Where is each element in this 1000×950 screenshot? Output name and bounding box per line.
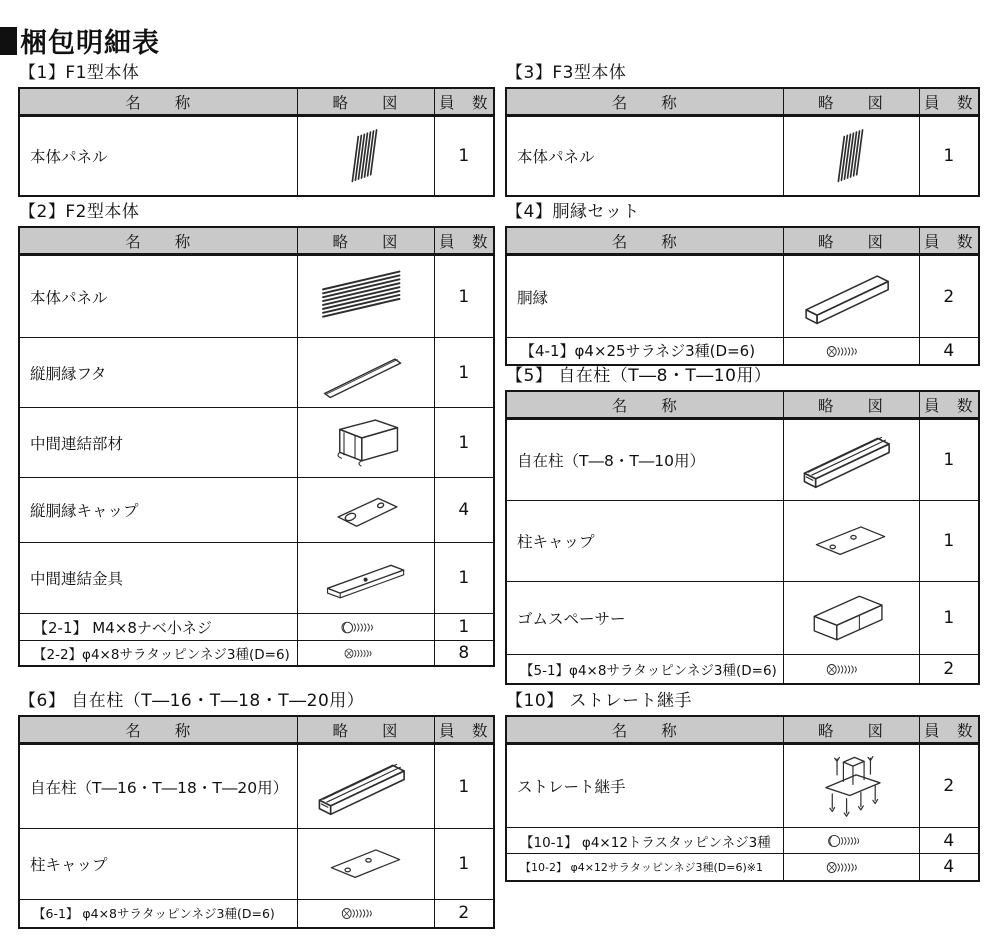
slat-panel-icon <box>338 123 392 189</box>
item-qty: 1 <box>434 744 494 829</box>
channel-bar-icon <box>310 755 421 819</box>
table-row <box>19 338 494 408</box>
item-qty: 1 <box>919 116 979 196</box>
item-name: 自在柱（T―8・T―10用） <box>506 419 783 501</box>
col-header-name: 名 称 <box>506 716 783 744</box>
flat-bracket-icon <box>318 555 413 601</box>
item-sketch <box>783 419 919 501</box>
table-title: 【6】 自在柱（T―16・T―18・T―20用） <box>19 691 365 711</box>
item-name: 【10-2】 φ4×12サラタッピンネジ3種(D=6)※1 <box>506 854 783 881</box>
table-row <box>19 614 494 641</box>
header-row <box>19 88 494 116</box>
table-row <box>506 744 979 828</box>
item-name: 本体パネル <box>19 116 297 196</box>
item-sketch <box>297 478 434 543</box>
item-sketch <box>783 744 919 828</box>
table-row <box>19 408 494 478</box>
item-name: 中間連結部材 <box>19 408 297 478</box>
col-header-name: 名 称 <box>506 88 783 116</box>
col-header-sketch: 略 図 <box>297 88 434 116</box>
item-name: 【2-2】φ4×8サラタッピンネジ3種(D=6) <box>19 641 297 666</box>
item-qty: 1 <box>919 501 979 582</box>
col-header-qty: 員 数 <box>919 716 979 744</box>
block-icon <box>803 589 898 647</box>
item-name: 柱キャップ <box>19 829 297 900</box>
item-sketch <box>783 655 919 684</box>
table-row <box>506 501 979 582</box>
col-header-sketch: 略 図 <box>297 227 434 255</box>
screw-flat-icon <box>343 645 389 662</box>
table-row <box>506 655 979 684</box>
col-header-sketch: 略 図 <box>783 716 919 744</box>
page-title <box>0 21 160 60</box>
item-qty: 1 <box>434 829 494 900</box>
table-row <box>19 116 494 196</box>
item-qty: 2 <box>919 655 979 684</box>
item-name: ゴムスペーサー <box>506 582 783 655</box>
screw-truss-icon <box>827 832 876 850</box>
item-sketch <box>783 255 919 338</box>
item-name: 【10-1】 φ4×12トラスタッピンネジ3種 <box>506 828 783 854</box>
header-row <box>506 227 979 255</box>
slat-stack-icon <box>318 269 413 325</box>
item-qty: 2 <box>919 255 979 338</box>
item-qty: 1 <box>919 419 979 501</box>
item-sketch <box>783 116 919 196</box>
screw-pan-icon <box>340 618 391 637</box>
col-header-name: 名 称 <box>19 88 297 116</box>
parts-table <box>18 715 495 929</box>
parts-table <box>505 715 980 882</box>
packing-table-5 <box>505 361 978 685</box>
item-name: 【2-1】 M4×8ナベ小ネジ <box>19 614 297 641</box>
table-row <box>506 854 979 881</box>
table-row <box>19 900 494 928</box>
col-header-qty: 員 数 <box>919 88 979 116</box>
table-title: 【10】 ストレート継手 <box>506 691 693 711</box>
col-header-sketch: 略 図 <box>783 391 919 419</box>
item-sketch <box>297 116 434 196</box>
header-row <box>19 227 494 255</box>
item-sketch <box>297 614 434 641</box>
slat-panel-icon <box>824 123 878 189</box>
item-name: 【6-1】 φ4×8サラタッピンネジ3種(D=6) <box>19 900 297 928</box>
item-name: 本体パネル <box>506 116 783 196</box>
col-header-sketch: 略 図 <box>297 716 434 744</box>
table-title: 【5】 自在柱（T―8・T―10用） <box>506 366 772 386</box>
table-row <box>19 744 494 829</box>
item-qty: 4 <box>434 478 494 543</box>
header-row <box>506 716 979 744</box>
item-qty: 1 <box>434 255 494 338</box>
item-qty: 4 <box>919 338 979 365</box>
item-sketch <box>297 255 434 338</box>
item-name: 【4-1】φ4×25サラネジ3種(D=6) <box>506 338 783 365</box>
screw-flat-icon <box>825 858 876 877</box>
item-qty: 1 <box>919 582 979 655</box>
header-row <box>19 716 494 744</box>
item-sketch <box>297 900 434 928</box>
item-sketch <box>297 338 434 408</box>
item-sketch <box>783 854 919 881</box>
packing-table-1 <box>18 58 494 197</box>
item-sketch <box>297 408 434 478</box>
col-header-name: 名 称 <box>19 716 297 744</box>
table-title: 【3】F3型本体 <box>506 63 627 83</box>
item-name: ストレート継手 <box>506 744 783 828</box>
parts-table <box>505 226 980 366</box>
parts-table <box>18 87 495 197</box>
packing-table-2 <box>18 197 494 667</box>
table-row <box>506 255 979 338</box>
item-qty: 1 <box>434 543 494 614</box>
joint-icon <box>810 751 893 821</box>
table-row <box>506 582 979 655</box>
post-cap-icon <box>806 518 895 564</box>
item-name: 自在柱（T―16・T―18・T―20用） <box>19 744 297 829</box>
col-header-name: 名 称 <box>506 227 783 255</box>
col-header-sketch: 略 図 <box>783 88 919 116</box>
packing-table-10 <box>505 686 978 882</box>
thin-bar-icon <box>318 346 413 400</box>
item-sketch <box>297 744 434 829</box>
col-header-name: 名 称 <box>19 227 297 255</box>
item-sketch <box>297 829 434 900</box>
col-header-qty: 員 数 <box>919 227 979 255</box>
channel-box-icon <box>316 415 414 471</box>
screw-flat-icon <box>825 660 876 679</box>
col-header-qty: 員 数 <box>434 88 494 116</box>
packing-table-3 <box>505 58 978 197</box>
item-name: 柱キャップ <box>506 501 783 582</box>
item-qty: 2 <box>919 744 979 828</box>
item-qty: 8 <box>434 641 494 666</box>
col-header-qty: 員 数 <box>919 391 979 419</box>
table-title: 【4】胴縁セット <box>506 202 640 222</box>
packing-table-6 <box>18 686 494 929</box>
post-cap-icon <box>321 841 410 887</box>
item-qty: 1 <box>434 614 494 641</box>
cap-plate-icon <box>321 486 411 534</box>
packing-table-4 <box>505 197 978 366</box>
item-sketch <box>783 582 919 655</box>
col-header-qty: 員 数 <box>434 227 494 255</box>
item-name: 本体パネル <box>19 255 297 338</box>
item-qty: 1 <box>434 338 494 408</box>
item-sketch <box>297 543 434 614</box>
square-bar-icon <box>797 266 905 328</box>
header-row <box>506 88 979 116</box>
parts-table <box>505 87 980 197</box>
item-qty: 1 <box>434 116 494 196</box>
col-header-sketch: 略 図 <box>783 227 919 255</box>
table-title: 【1】F1型本体 <box>19 63 140 83</box>
item-qty: 1 <box>434 408 494 478</box>
screw-flat-icon <box>340 904 391 923</box>
table-row <box>506 116 979 196</box>
item-qty: 4 <box>919 854 979 881</box>
col-header-qty: 員 数 <box>434 716 494 744</box>
table-row <box>19 255 494 338</box>
table-row <box>19 829 494 900</box>
item-sketch <box>297 641 434 666</box>
item-sketch <box>783 828 919 854</box>
item-name: 縦胴縁キャップ <box>19 478 297 543</box>
item-sketch <box>783 501 919 582</box>
item-qty: 2 <box>434 900 494 928</box>
header-row <box>506 391 979 419</box>
item-name: 縦胴縁フタ <box>19 338 297 408</box>
table-row <box>19 543 494 614</box>
item-name: 胴縁 <box>506 255 783 338</box>
parts-table <box>505 390 980 685</box>
table-title: 【2】F2型本体 <box>19 202 140 222</box>
table-row <box>506 828 979 854</box>
table-row <box>19 641 494 666</box>
table-row <box>19 478 494 543</box>
black-square-icon <box>0 27 17 55</box>
col-header-name: 名 称 <box>506 391 783 419</box>
parts-table <box>18 226 495 667</box>
item-name: 中間連結金具 <box>19 543 297 614</box>
screw-flat-icon <box>825 342 876 361</box>
page-title-text: 梱包明細表 <box>20 28 160 59</box>
item-name: 【5-1】φ4×8サラタッピンネジ3種(D=6) <box>506 655 783 684</box>
item-qty: 4 <box>919 828 979 854</box>
table-row <box>506 419 979 501</box>
channel-bar-icon <box>795 428 906 492</box>
